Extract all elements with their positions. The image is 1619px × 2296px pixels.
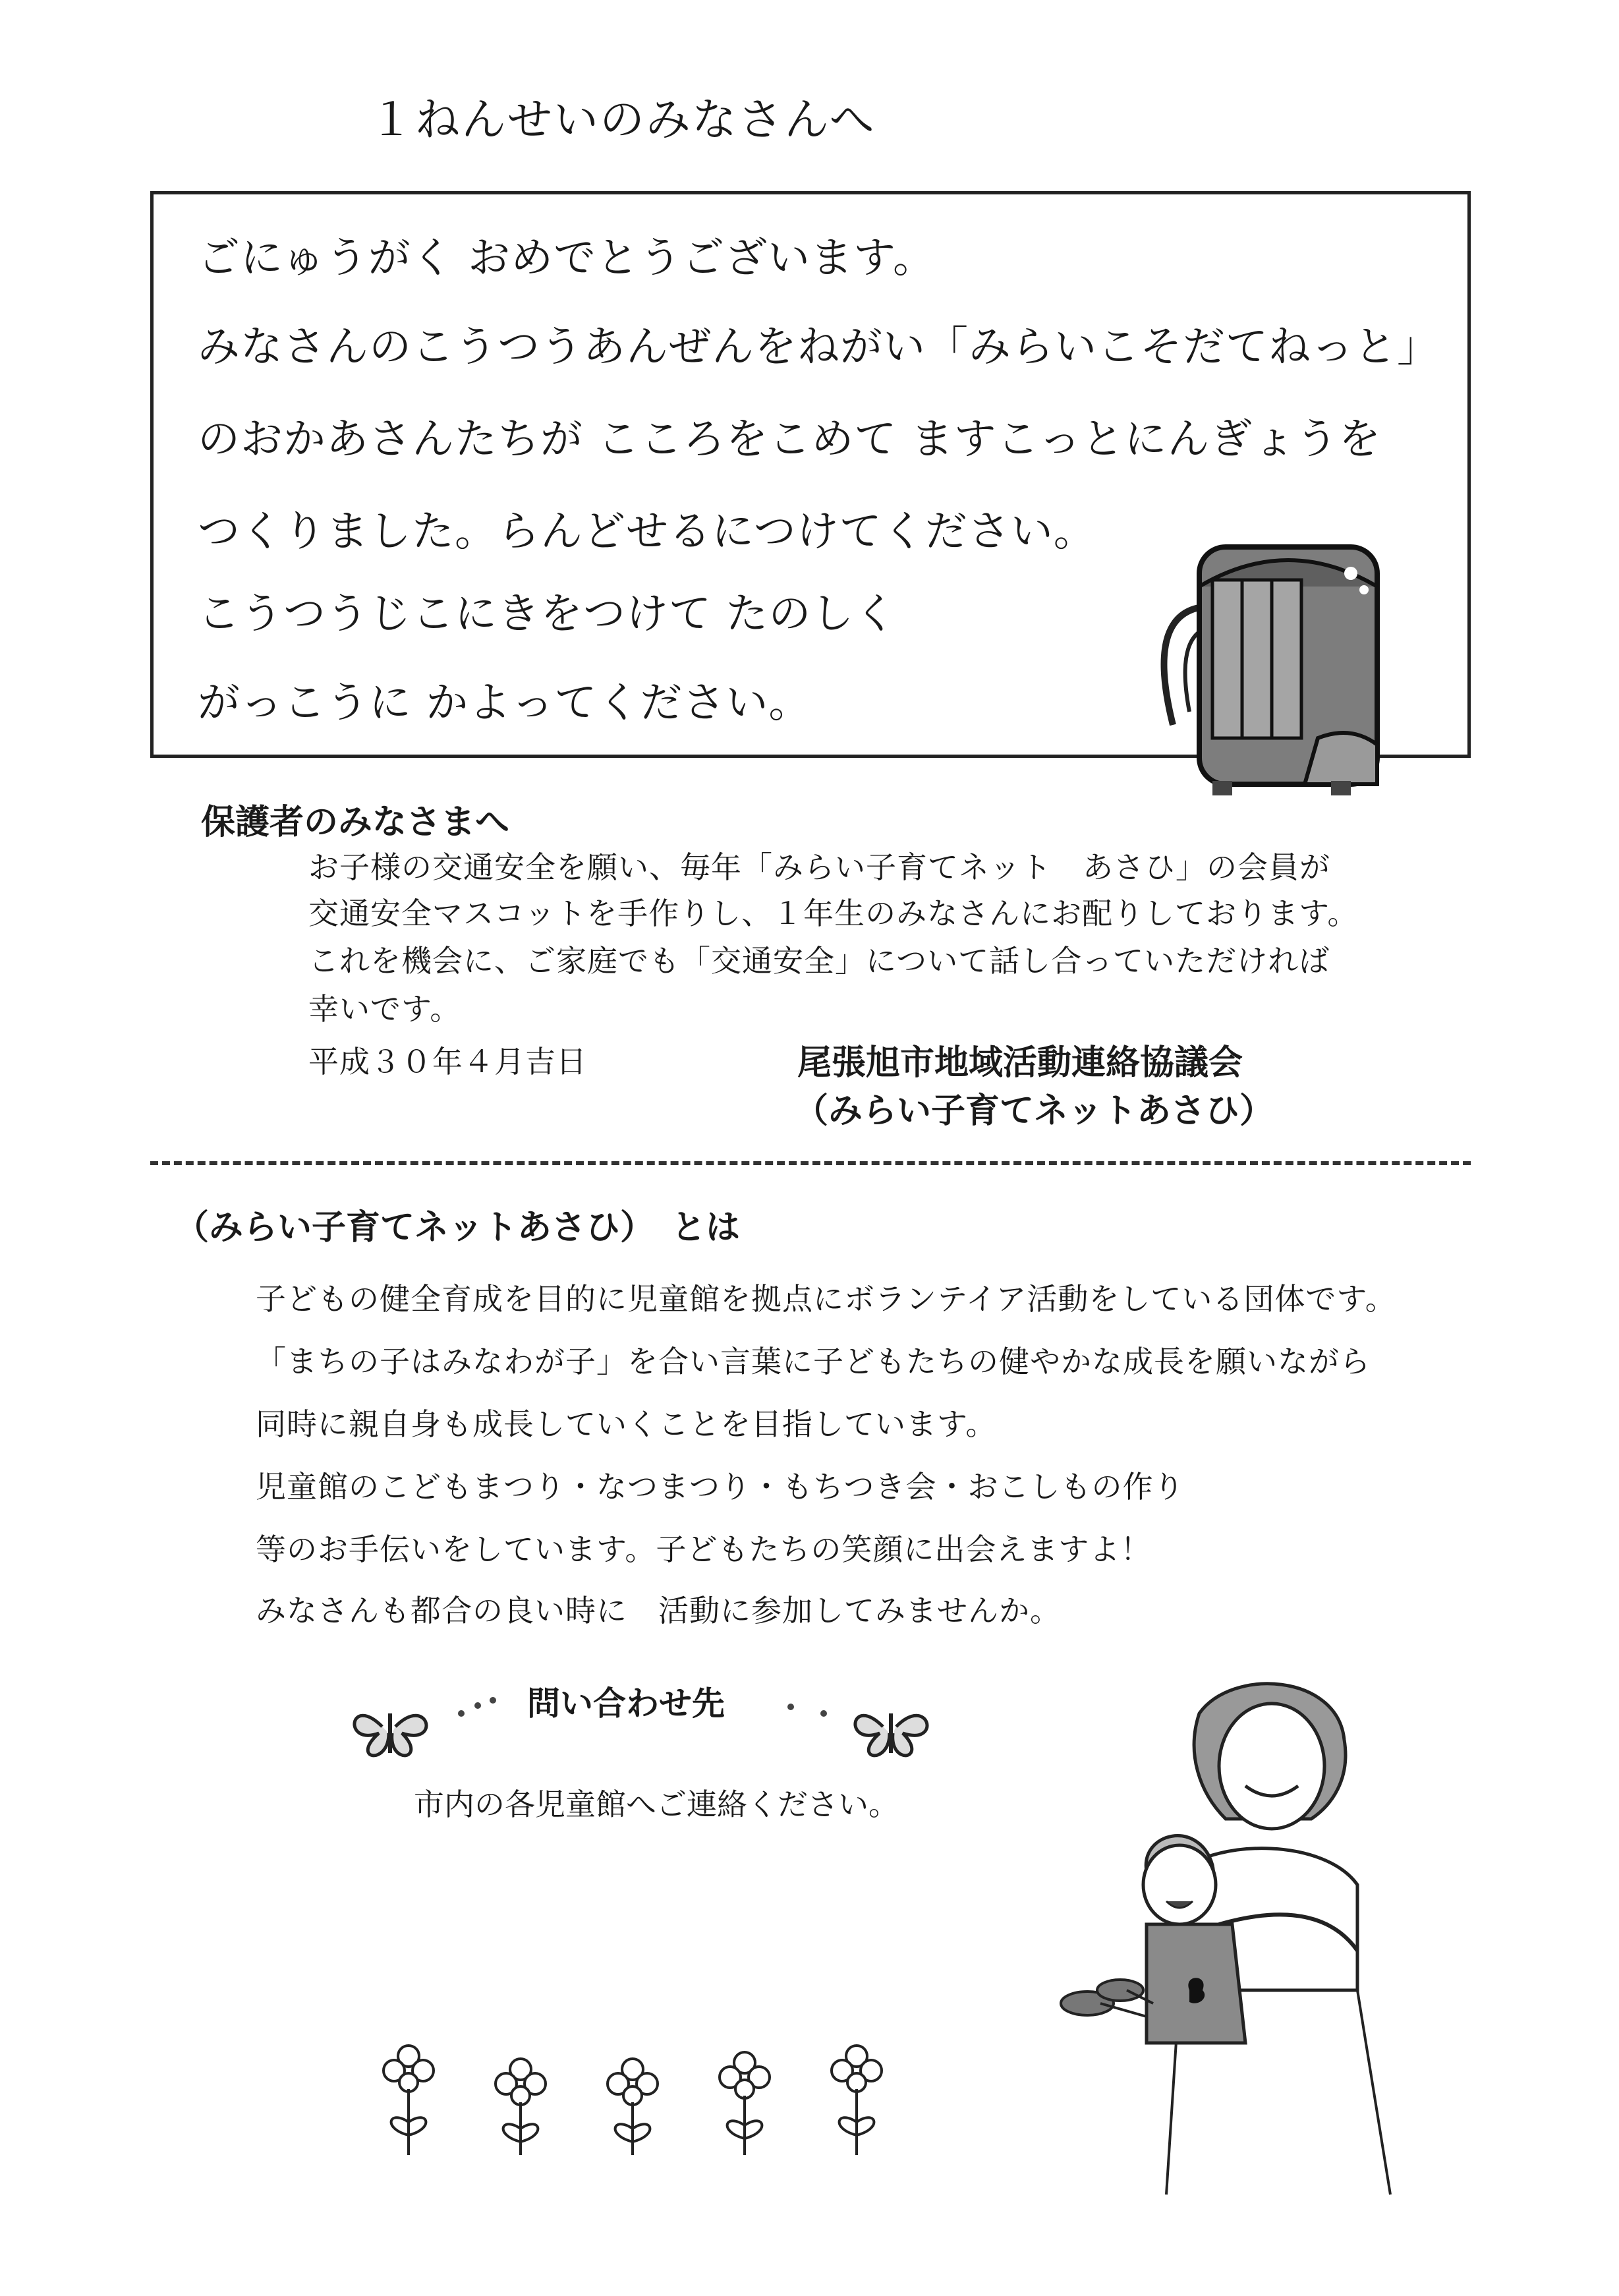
- contact-heading: 問い合わせ先: [527, 1684, 725, 1723]
- contact-body: 市内の各児童館へご連絡ください。: [414, 1787, 899, 1822]
- parents-line: お子様の交通安全を願い、毎年「みらい子育てネット あさひ」の会員が: [308, 849, 1330, 885]
- children-message-line: ごにゅうがく おめでとうございます。: [198, 234, 936, 283]
- children-message-line: のおかあさんたちが こころをこめて ますこっとにんぎょうを: [198, 415, 1382, 464]
- about-line: みなさんも都合の良い時に 活動に参加してみませんか。: [256, 1593, 1061, 1628]
- parents-heading: 保護者のみなさまへ: [201, 803, 510, 842]
- flowers-decoration: [356, 2030, 923, 2162]
- butterfly-left-icon: [343, 1687, 514, 1766]
- randoseru-illustration: [1133, 527, 1436, 817]
- dashed-divider: [150, 1161, 1471, 1165]
- children-message-line: がっこうに かよってください。: [198, 679, 812, 728]
- parents-line: 交通安全マスコットを手作りし、１年生のみなさんにお配りしております。: [308, 896, 1359, 931]
- butterfly-right-icon: [784, 1687, 955, 1766]
- children-message-line: みなさんのこうつうあんぜんをねがい「みらいこそだてねっと」: [198, 323, 1440, 372]
- children-message-line: こうつうじこにきをつけて たのしく: [198, 590, 897, 639]
- children-message-line: つくりました。らんどせるにつけてください。: [198, 507, 1096, 556]
- about-line: 子どもの健全育成を目的に児童館を拠点にボランテイア活動をしている団体です。: [256, 1281, 1396, 1317]
- about-line: 児童館のこどもまつり・なつまつり・もちつき会・おこしもの作り: [256, 1469, 1185, 1505]
- mother-child-illustration: [1048, 1674, 1469, 2201]
- signature-org: 尾張旭市地域活動連絡協議会: [797, 1043, 1243, 1083]
- date-line: 平成３０年４月吉日: [308, 1044, 587, 1079]
- about-line: 等のお手伝いをしています。子どもたちの笑顔に出会えますよ！: [256, 1532, 1152, 1567]
- parents-line: これを機会に、ご家庭でも「交通安全」について話し合っていただければ: [308, 943, 1330, 979]
- page-title: １ねんせいのみなさんへ: [369, 94, 876, 146]
- about-line: 同時に親自身も成長していくことを目指しています。: [256, 1406, 997, 1442]
- parents-line: 幸いです。: [308, 991, 461, 1027]
- about-heading: （みらい子育てネットあさひ） とは: [175, 1208, 741, 1248]
- about-line: 「まちの子はみなわが子」を合い言葉に子どもたちの健やかな成長を願いながら: [256, 1344, 1371, 1379]
- signature-group: （みらい子育てネットあさひ）: [794, 1091, 1274, 1131]
